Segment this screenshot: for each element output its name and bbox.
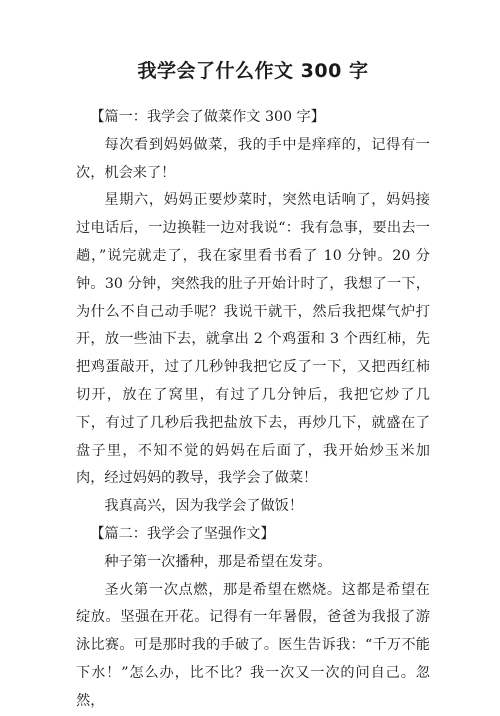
section-heading-1: 【篇一：我学会了做菜作文 300 字】 <box>90 109 325 125</box>
paragraph: 每次看到妈妈做菜，我的手中是痒痒的，记得有一次，机会来了！ <box>76 136 430 181</box>
paragraph: 我真高兴，因为我学会了做饭！ <box>104 498 304 515</box>
document-body <box>76 104 430 716</box>
section-heading-2: 【篇二：我学会了坚强作文】 <box>90 525 275 542</box>
paragraph: 星期六，妈妈正要炒菜时，突然电话响了，妈妈接过电话后，一边换鞋一边对我说“：我有急事，要出去一趟，”说完就走了，我在家里看书看了 10 分钟。20 分钟。30 分钟，突然我的肚子开始计时了，我想了一下，为什么不自己动手呢？我说干就干，然后我把煤气炉打开，放一些油下去，就拿出 2 个鸡蛋和 3 个西红柿，先把鸡蛋敲开，过了几秒钟我把它反了一下，又把西红柿切开，放在了窝里，有过了几分钟后，我把它炒了几下，有过了几秒后我把盐放下去，再炒几下，就盛在了盘子里，不知不觉的妈妈在后面了，我开始炒玉米加肉，经过妈妈的教导，我学会了做菜！ <box>76 192 430 487</box>
document-title: 我学会了什么作文 300 字 <box>137 60 369 82</box>
paragraph: 圣火第一次点燃，那是希望在燃烧。这都是希望在绽放。坚强在开花。记得有一年暑假，爸爸为我报了游泳比赛。可是那时我的手破了。医生告诉我：“千万不能下水！”怎么办，比不比？我一次又一次的问自己。忽然， <box>76 581 430 709</box>
paragraph: 种子第一次播种，那是希望在发芽。 <box>104 553 332 570</box>
